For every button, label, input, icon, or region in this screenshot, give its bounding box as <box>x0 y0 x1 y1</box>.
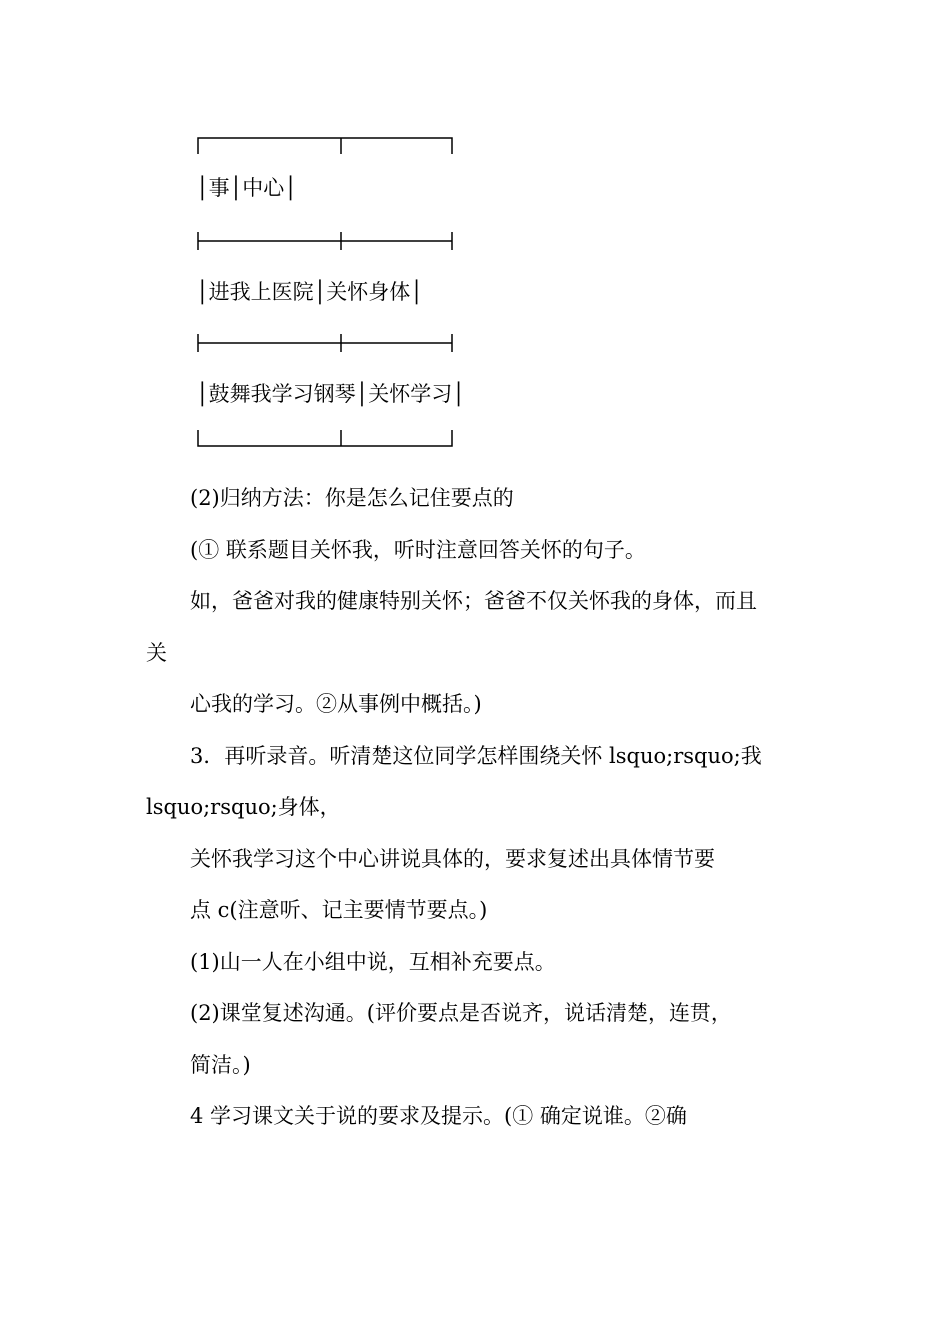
table-header-row: │事│中心│ <box>196 176 297 200</box>
table-top-border <box>196 136 454 156</box>
table-divider-2 <box>196 333 454 353</box>
table-divider-1 <box>196 231 454 251</box>
paragraph-example-line-1: 如，爸爸对我的健康特别关怀；爸爸不仅关怀我的身体，而且 <box>190 589 757 613</box>
paragraph-class-retell-line-1: (2)课堂复述沟通。(评价要点是否说齐，说话清楚，连贯， <box>190 1001 732 1025</box>
table-row-1: │进我上医院│关怀身体│ <box>196 280 423 304</box>
paragraph-step-3-line-3: 关怀我学习这个中心讲说具体的，要求复述出具体情节要 <box>190 847 715 871</box>
paragraph-step-4: 4 学习课文关于说的要求及提示。(① 确定说谁。②确 <box>190 1104 687 1128</box>
paragraph-group-retell: (1)山一人在小组中说，互相补充要点。 <box>190 950 556 974</box>
table-bottom-border <box>196 428 454 448</box>
paragraph-example-line-3: 心我的学习。②从事例中概括。) <box>190 692 482 716</box>
paragraph-example-line-2: 关 <box>146 641 167 665</box>
paragraph-step-3-line-4: 点 c(注意听、记主要情节要点。) <box>190 898 488 922</box>
paragraph-summary-method: (2)归纳方法：你是怎么记住要点的 <box>190 486 514 510</box>
paragraph-step-3-line-1: 3．再听录音。听清楚这位同学怎样围绕关怀 lsquo;rsquo;我 <box>190 744 762 768</box>
paragraph-class-retell-line-2: 简洁。) <box>190 1053 251 1077</box>
table-row-2: │鼓舞我学习钢琴│关怀学习│ <box>196 382 465 406</box>
paragraph-method-1: (① 联系题目关怀我，听时注意回答关怀的句子。 <box>190 538 646 562</box>
paragraph-step-3-line-2: lsquo;rsquo;身体， <box>146 795 341 819</box>
